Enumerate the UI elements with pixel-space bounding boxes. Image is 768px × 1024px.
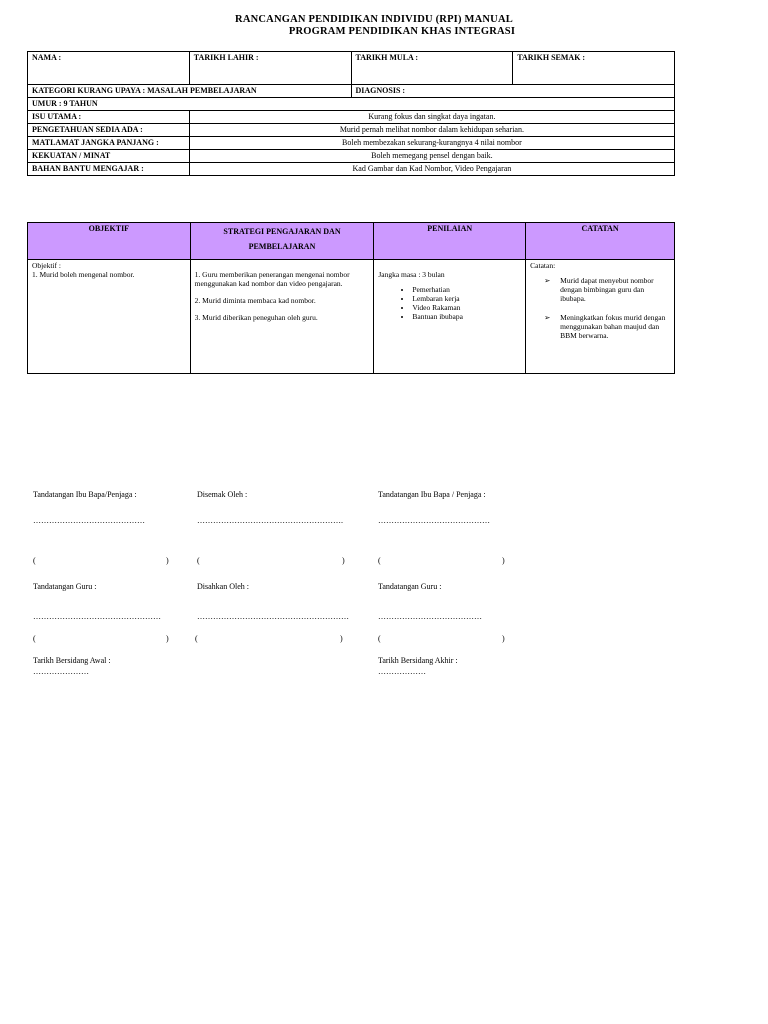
paren-open: ( [33,556,36,565]
strategi-item: 1. Guru memberikan penerangan mengenai nombor menggunakan kad nombor dan video pengajaran. [194,270,350,288]
paren-open: ( [197,556,200,565]
program-title: PROGRAM PENDIDIKAN KHAS INTEGRASI [288,26,516,37]
list-item: ➢ Murid dapat menyebut nombor dengan bimbingan guru dan ibubapa. [544,276,654,303]
signature-line: ………………………………………………… [197,612,349,621]
matlamat-value: Boleh membezakan sekurang-kurangnya 4 nilai nombor [189,137,674,150]
date-line: ………………… [33,667,89,676]
paren-open: ( [33,634,36,643]
kekuatan-value: Boleh memegang pensel dengan baik. [189,150,674,163]
signature-line: ………………………………………… [33,612,161,621]
list-item: • Pemerhatian [412,285,521,294]
signature-line: …………………………………… [378,516,490,525]
signature-line: ………………………………… [378,612,482,621]
pengetahuan-value: Murid pernah melihat nombor dalam kehidupan seharian. [189,124,674,137]
strategi-cell [190,260,374,374]
ttd-ibubapa-label: Tandatangan Ibu Bapa/Penjaga : [33,490,137,499]
tarikh-bersidang-awal-label: Tarikh Bersidang Awal : [33,656,111,665]
isu-utama-label: ISU UTAMA : [28,111,190,124]
paren-close: ) [502,634,505,643]
penilaian-cell [374,260,526,374]
signature-line: ………………………………………………. [197,516,343,525]
paren-open: ( [195,634,198,643]
matlamat-label: MATLAMAT JANGKA PANJANG : [28,137,190,150]
penilaian-list [378,285,521,321]
header-strategi: STRATEGI PENGAJARAN DAN PEMBELAJARAN [190,223,374,260]
arrow-bullet-icon: ➢ [544,276,551,285]
paren-close: ) [502,556,505,565]
paren-close: ) [166,634,169,643]
objektif-item: 1. Murid boleh mengenal nombor. [32,270,135,279]
student-info-table [27,51,675,176]
list-item: • Video Rakaman [412,303,521,312]
plan-table [27,222,675,374]
header-catatan: CATATAN [526,223,675,260]
strategi-item: 3. Murid diberikan peneguhan oleh guru. [194,313,318,322]
disemak-label: Disemak Oleh : [197,490,248,499]
tarikh-bersidang-akhir-label: Tarikh Bersidang Akhir : [378,656,458,665]
bahan-bantu-label: BAHAN BANTU MENGAJAR : [28,163,190,176]
kategori-cell: KATEGORI KURANG UPAYA : MASALAH PEMBELAJARAN [28,85,352,98]
tarikh-lahir-cell: TARIKH LAHIR : [189,52,351,85]
list-item: • Lembaran kerja [412,294,521,303]
ttd-guru-label: Tandatangan Guru : [33,582,97,591]
ttd-ibubapa-label-2: Tandatangan Ibu Bapa / Penjaga : [378,490,486,499]
objektif-label: Objektif : [32,261,61,270]
tarikh-semak-cell: TARIKH SEMAK : [513,52,675,85]
kekuatan-label: KEKUATAN / MINAT [28,150,190,163]
list-item: ➢ Meningkatkan fokus murid dengan menggunakan bahan maujud dan BBM berwarna. [544,313,666,340]
paren-close: ) [342,556,345,565]
isu-utama-value: Kurang fokus dan singkat daya ingatan. [189,111,674,124]
objektif-cell [28,260,191,374]
tarikh-mula-cell: TARIKH MULA : [351,52,513,85]
strategi-item: 2. Murid diminta membaca kad nombor. [194,296,316,305]
disahkan-label: Disahkan Oleh : [197,582,249,591]
signature-line: …………………………………… [33,516,145,525]
pengetahuan-label: PENGETAHUAN SEDIA ADA : [28,124,190,137]
diagnosis-cell: DIAGNOSIS : [351,85,674,98]
list-item: • Bantuan ibubapa [412,312,521,321]
paren-close: ) [166,556,169,565]
paren-open: ( [378,634,381,643]
header-objektif: OBJEKTIF [28,223,191,260]
ttd-guru-label-2: Tandatangan Guru : [378,582,442,591]
catatan-label: Catatan: [530,261,556,270]
umur-cell: UMUR : 9 TAHUN [28,98,675,111]
arrow-bullet-icon: ➢ [544,313,551,322]
paren-open: ( [378,556,381,565]
date-line: ……………… [378,667,426,676]
catatan-cell [526,260,675,374]
document-title: RANCANGAN PENDIDIKAN INDIVIDU (RPI) MANUAL [235,14,513,25]
catatan-list [530,276,670,340]
header-penilaian: PENILAIAN [374,223,526,260]
paren-close: ) [340,634,343,643]
penilaian-label: Jangka masa : 3 bulan [378,270,445,279]
nama-cell: NAMA : [28,52,190,85]
bahan-bantu-value: Kad Gambar dan Kad Nombor, Video Pengajaran [189,163,674,176]
